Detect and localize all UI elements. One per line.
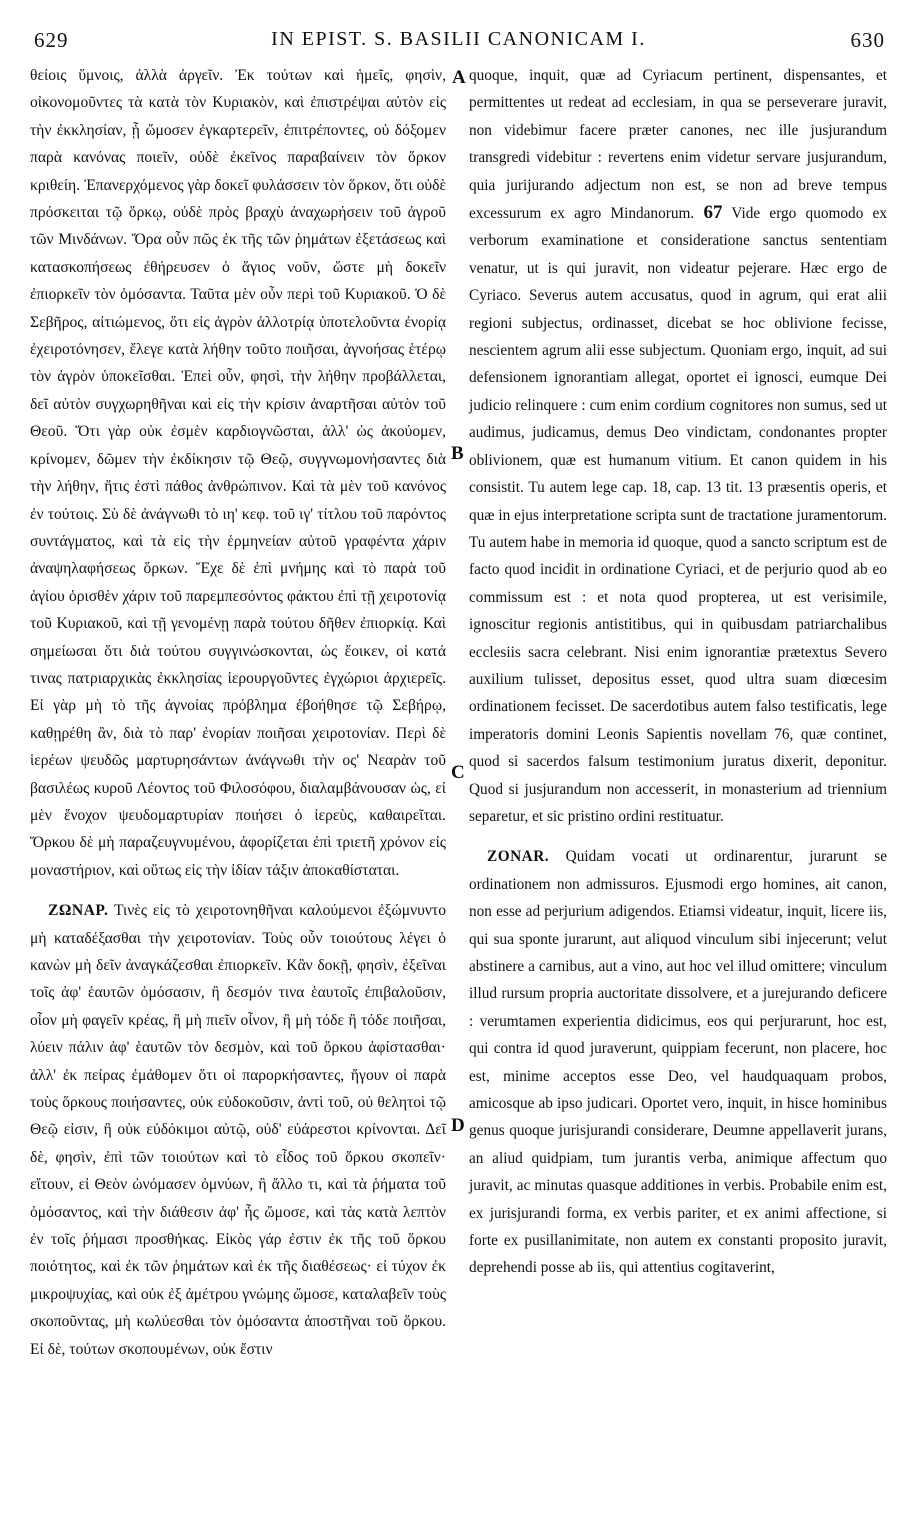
page-number-right: 630 — [850, 28, 885, 52]
margin-marker-a: A — [452, 67, 466, 88]
latin-column — [469, 62, 887, 1282]
greek-paragraph-zonaras — [30, 897, 446, 1363]
greek-zonaras-text: Τινὲς εἰς τὸ χειροτονηθῆναι καλούμενοι ἐξώμνυντο μὴ καταδέξασθαι τὴν χειροτονίαν. Τοὺς οὖν τοιούτους λέγει ὁ κανὼν μὴ δεῖν ἀναγκάζεσθαι ἐπιορκεῖν. Κἂν δοκῇ, φησὶν, ἐξεῖναι τοῖς ἀφ' ἑαυτῶν ὀμόσασιν, ἢ δεσμόν τινα ἑαυτοῖς ἐπιβαλοῦσιν, οἷον μὴ φαγεῖν κρέας, ἢ μὴ πιεῖν οἶνον, ἢ μὴ τόδε ἢ τόδε ποιῆσαι, λύειν πάλιν ἀφ' ἑαυτῶν τὸν δεσμὸν, καὶ τοῦ ὅρκου ἀφίστασθαι· ἀλλ' ἐκ πείρας ἐμάθομεν ὅτι οἱ παρορκήσαντες, ἤγουν οἱ παρὰ τοὺς ὅρκους ποιήσαντες, οὐκ εὐδοκοῦσιν, ἀντὶ τοῦ, οὐ θελητοὶ τῷ Θεῷ εἰσιν, ἢ οὐκ εὐδόκιμοι αὐτῷ, οὐδ' εὐάρεστοι κρίνονται. Δεῖ δὲ, φησὶν, ἐπὶ τῶν τοιούτων καὶ τὸ εἶδος τοῦ ὅρκου σκοπεῖν· εἴτουν, εἰ Θεὸν ὠνόμασεν ὀμνύων, ἢ ἄλλο τι, καὶ τὰ ῥήματα τοῦ ὀμόσαντος, καὶ τὴν διάθεσιν ἀφ' ἧς ὤμοσε, καὶ τὰς κατὰ λεπτὸν ἐν τοῖς ῥήμασι προσθήκας. Εἰκὸς γάρ ἐστιν ἐκ τῆς τοῦ ὅρκου ποιότητος, καὶ ἐκ τῶν ῥημάτων καὶ ἐκ τῆς διαθέσεως· εἰ τύχον ἐκ μικροψυχίας, καὶ οὐκ ἐξ ἀμέτρου γνώμης ὤμοσε, καταλαβεῖν τοὺς σκοποῦντας, μὴ κωλύεσθαι τὸν ὀμόσαντα ἀποστῆναι τοῦ ὅρκου. Εἰ δὲ, τούτων σκοπουμένων, οὐκ ἔστιν — [30, 902, 446, 1358]
latin-paragraph-1a: quoque, inquit, quæ ad Cyriacum pertinent, dispensantes, et permittentes ut redeat ad ecclesiam, in qua se perseverare juravit, non videbimur facere præter canones, nec ille jusjurandum transgredi videbitur : revertens enim videtur servare jusjurandum, quia jurijurando adjectum non est, se non ad breve tempus excessurum ex agro Mindanorum. — [469, 67, 887, 223]
greek-zonaras-label: ΖΩΝΑΡ. — [48, 902, 109, 920]
latin-paragraph-1b: Vide ergo quomodo ex verborum examinatione et consideratione sanctus sententiam venatur, ut is qui juravit, non videatur pejerare. Hæc ergo de Cyriaco. Severus autem accusatus, quod in agrum, qui erat alii regioni subjectus, ordinasset, dicebat se hoc oblivione fecisse, nescientem agrum alii esse subjectum. Quoniam ergo, inquit, ad sui defensionem ignorantiam allegat, oportet ei ignosci, eumque Dei judicio relinquere : cum enim cordium cognitores non sumus, sed ut audimus, judicamus, demus Deo vindictam, condonantes propter oblivionem, quæ est humanum vitium. Et canon quidem in his consistit. Tu autem lege cap. 18, cap. 13 tit. 13 præsentis operis, et quæ in ejus interpretatione scripta sunt de tractatione juramentorum. Tu autem habe in memoria id quoque, quod a sancto scriptum est de facto quod incidit in ordinatione Cyriaci, et de perjurio quod ab eo commissum est : et nota quod propterea, ut est verisimile, ignoscitur regionis antistitibus, qui in quibusdam patriarchalibus ecclesiis sacra celebrant. Nisi enim ignorantiæ prætextus Severo auxilium tulisset, depositus esset, quod ultra suam diœcesim ordinationem fecisset. De sacerdotibus autem falso testificatis, lege imperatoris domini Leonis Sapientis novellam 76, quæ continet, quod si sacerdos falsum testimonium juratus dixerit, deponitur. Quod si jusjurandum non accesserit, in monasterium ad triennium separetur, et sic pristino ordini restituatur. — [469, 205, 887, 825]
greek-paragraph-1: θείοις ὕμνοις, ἀλλὰ ἀργεῖν. Ἐκ τούτων καὶ ἡμεῖς, φησὶν, οἰκονομοῦντες τὰ κατὰ τὸν Κυριακὸν, καὶ ἐπιστρέψαι αὐτὸν εἰς τὴν ἐκκλησίαν, ᾗ ὤμοσεν ἐγκαρτερεῖν, ἐπιτρέποντες, οὐ δόξομεν παρὰ κανόνας ποιεῖν, οὐδὲ ἐκεῖνος παραβαίνειν τὸν ὅρκον κριθείη. Ἐπανερχόμενος γὰρ δοκεῖ φυλάσσειν τὸν ὅρκον, ὅτι οὐδὲ πρόσκειται τῷ ὅρκῳ, οὐδὲ πρὸς βραχὺ ἀναχωρήσειν τοῦ ἀγροῦ τῶν Μινδάνων. Ὅρα οὖν πῶς ἐκ τῆς τῶν ῥημάτων ἐξετάσεως καὶ κατασκοπήσεως ἐθήρευσεν ὁ ἅγιος νοῦν, ὥστε μὴ δοκεῖν ἐπιορκεῖν τὸν ὀμόσαντα. Ταῦτα μὲν οὖν περὶ τοῦ Κυριακοῦ. Ὁ δὲ Σεβῆρος, αἰτιώμενος, ὅτι εἰς ἀγρὸν ἀλλοτρίᾳ ὑποτελοῦντα ἐνορίᾳ ἐχειροτόνησεν, ἔλεγε κατὰ λήθην τοῦτο ποιῆσαι, ἀγνοήσας ἑτέρῳ τὸν ἀγρὸν ὑποκεῖσθαι. Ἐπεὶ οὖν, φησὶ, τὴν λήθην προβάλλεται, δεῖ αὐτὸν συγχωρηθῆναι καὶ εἰς τὴν κρίσιν ἀναρτῆσαι αὐτὸν τοῦ Θεοῦ. Ὅτι γὰρ οὐκ ἐσμὲν καρδιογνῶσται, ἀλλ' ὡς ἀκούομεν, κρίνομεν, δῶμεν τὴν ἐκδίκησιν τῷ Θεῷ, συγγνωμονήσαντες διὰ τὴν λήθην, ἥτις ἐστὶ πάθος ἀνθρώπινον. Καὶ τὰ μὲν τοῦ κανόνος ἐν τούτοις. Σὺ δὲ ἀνάγνωθι τὸ ιη' κεφ. τοῦ ιγ' τίτλου τοῦ παρόντος συντάγματος, καὶ τὰ εἰς τὴν ἑρμηνείαν αὐτοῦ γραφέντα χάριν ἀναψηλαφήσεως ὅρκων. Ἔχε δὲ ἐπὶ μνήμης καὶ τὸ παρὰ τοῦ ἁγίου ὁρισθὲν χάριν τοῦ παρεμπεσόντος φάκτου ἐπὶ τῇ χειροτονίᾳ τοῦ Κυριακοῦ, καὶ τῇ γενομένῃ παρὰ τούτου δῆθεν ἐπιορκίᾳ. Καὶ σημείωσαι ὅτι διὰ τούτου συγγινώσκονται, ὡς ἔοικεν, οἱ κατά τινας πατριαρχικὰς ἐκκλησίας ἱερουργοῦντες ἐγχώριοι ἀρχιερεῖς. Εἰ γὰρ μὴ τὸ τῆς ἀγνοίας πρόβλημα ἐβοήθησε τῷ Σεβήρῳ, καθῃρέθη ἂν, διὰ τὸ παρ' ἐνορίαν ποιῆσαι χειροτονίαν. Περὶ δὲ ἱερέων ψευδῶς μαρτυρησάντων ἀνάγνωθι τὴν ος' Νεαρὰν τοῦ βασιλέως κυροῦ Λέοντος τοῦ Φιλοσόφου, διαλαμβάνουσαν ὡς, εἰ μὲν ἔνοχον ψευδομαρτυρίαν ποιήσει ὁ ἱερεὺς, καθαιρεῖται. Ὅρκου δὲ μὴ παραζευγνυμένου, ἀφορίζεται ἐπὶ τριετῆ χρόνον εἰς μοναστήριον, καὶ οὕτως εἰς τὴν ἰδίαν τάξιν ἀποκαθίσταται. — [30, 67, 446, 879]
latin-paragraph-1 — [469, 62, 887, 830]
scholion-number: 67 — [703, 202, 723, 224]
greek-column — [30, 62, 446, 1363]
margin-marker-c: C — [451, 762, 465, 783]
running-header — [0, 28, 917, 60]
latin-zonaras-text: Quidam vocati ut ordinarentur, jurarunt se ordinationem non admissuros. Ejusmodi ergo homines, ait canon, non esse ad perjurium adigendos. Etiamsi videatur, inquit, licere iis, qui sua sponte jurarunt, aut aliquod vinculum sibi injecerunt; velut abstinere a carnibus, aut a vino, aut hoc vel illud omittere; vinculum illud rursum propria auctoritate dissolvere, et a jurejurando deficere : verumtamen experientia didicimus, eos qui perjurarunt, hoc est, qui contra id quod juraverunt, quippiam fecerunt, non placere, hoc est, minime acceptos esse Deo, vel haudquaquam probos, amicosque ab ipso judicari. Oportet vero, inquit, in hisce hominibus genus quoque jurisjurandi considerare, Deumne appellaverit jurans, an aliud quidpiam, tum jurantis verba, animique affectum quo juravit, ac minutas quasque additiones in verbis. Probabile enim est, ex jurisjurandi forma, ex verbis pariter, et ex animi affectione, si forte ex pusillanimitate, non autem ex constanti proposito juravit, deprehendi posse ab iis, qui attentius cogitaverint, — [469, 848, 887, 1277]
latin-zonaras-label: ZONAR. — [487, 848, 550, 866]
latin-paragraph-zonaras — [469, 843, 887, 1282]
page-number-left: 629 — [34, 28, 69, 52]
margin-marker-d: D — [451, 1115, 465, 1136]
running-title: IN EPIST. S. BASILII CANONICAM I. — [271, 28, 646, 50]
margin-marker-b: B — [451, 443, 464, 464]
